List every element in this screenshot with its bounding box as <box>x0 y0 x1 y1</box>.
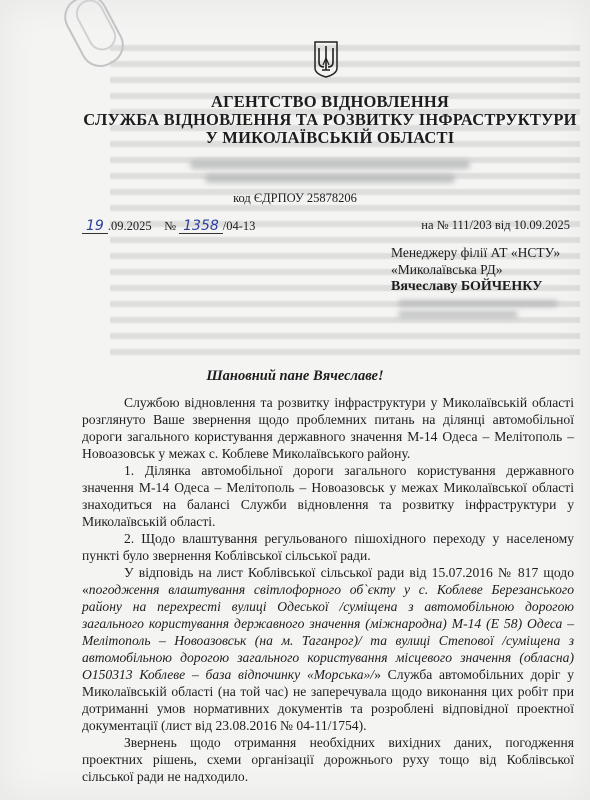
redacted-address-line-2 <box>205 174 455 183</box>
letter-body <box>82 394 574 785</box>
recipient-block <box>391 244 560 295</box>
agency-header <box>80 93 580 147</box>
edrpou-code: код ЄДРПОУ 25878206 <box>233 191 357 205</box>
redacted-recipient-address-2 <box>398 311 518 318</box>
outgoing-number <box>82 218 255 234</box>
recipient-line-1: Менеджеру філії АТ «НСТУ» <box>391 245 561 260</box>
outgoing-day: 19 <box>86 218 104 234</box>
body-paragraph-4 <box>82 564 574 734</box>
header-line-3: У МИКОЛАЇВСЬКІЙ ОБЛАСТІ <box>205 128 455 147</box>
redacted-recipient-address-1 <box>398 300 558 307</box>
outgoing-no-label: № <box>164 219 177 233</box>
outgoing-date-rest: .09.2025 <box>107 219 152 233</box>
redacted-address-line-1 <box>190 160 470 169</box>
body-paragraph-4-quote: погодження влаштування світлофорного об`єкту у с. Коблеве Березанського району на перехресті вулиці Одеської /суміщена з автомобільною дорогою загального користування державного значення (міжнародна) М-14 (Е 58) Одеса – Мелітополь – Новоазовськ (на м. Таганрог)/ та вулиці Степової /суміщена з автомобільною дорогою загального користування місцевого значення (обласна) О150313 Коблеве – база відпочинку «Морська»/ <box>82 582 574 682</box>
recipient-line-2: «Миколаївська РД» <box>391 262 503 277</box>
body-paragraph-2: 1. Ділянка автомобільної дороги загального користування державного значення М-14 Одеса – Мелітополь – Новоазовськ у межах Миколаївської області знаходиться на балансі Служби відновлення та розвитку інфраструктури у Миколаївській області. <box>82 463 574 529</box>
body-paragraph-3: 2. Щодо влаштування регульованого пішохідного переходу у населеному пункті було звернення Коблівської сільської ради. <box>82 531 574 563</box>
body-paragraph-1: Службою відновлення та розвитку інфраструктури у Миколаївській області розглянуто Ваше звернення щодо проблемних питань на ділянці автомобільної дороги загального користування державного значення М-14 Одеса – Мелітополь – Новоазовськ у межах с. Коблеве Миколаївського району. <box>82 395 574 461</box>
outgoing-handwritten-number: 1358 <box>183 218 219 234</box>
recipient-name: Вячеславу БОЙЧЕНКУ <box>391 279 543 294</box>
body-paragraph-5: Звернень щодо отримання необхідних вихідних даних, погодження проектних рішень, схеми організації дорожнього руху тощо від Коблівської сільської ради не надходило. <box>82 735 574 784</box>
body-paragraph-4-start: У відповідь на лист Коблівської сільської ради від 15.07.2016 № 817 щодо « <box>82 565 574 597</box>
reference-number: на № 111/203 від 10.09.2025 <box>421 218 570 232</box>
outgoing-suffix: /04-13 <box>222 219 256 233</box>
greeting: Шановний пане Вячеславе! <box>206 368 384 384</box>
header-line-1: АГЕНТСТВО ВІДНОВЛЕННЯ <box>210 92 450 111</box>
header-line-2: СЛУЖБА ВІДНОВЛЕННЯ ТА РОЗВИТКУ ІНФРАСТРУКТУРИ <box>83 110 577 129</box>
coat-of-arms-icon <box>313 40 339 78</box>
body-paragraph-4-end: » Служба автомобільних доріг у Миколаївській області (на той час) не заперечувала щодо виконання цих робіт при дотриманні умов нормативних документів та розроблені відповідної проектної документації (лист від 23.08.2016 № 04-11/1754). <box>82 667 575 733</box>
